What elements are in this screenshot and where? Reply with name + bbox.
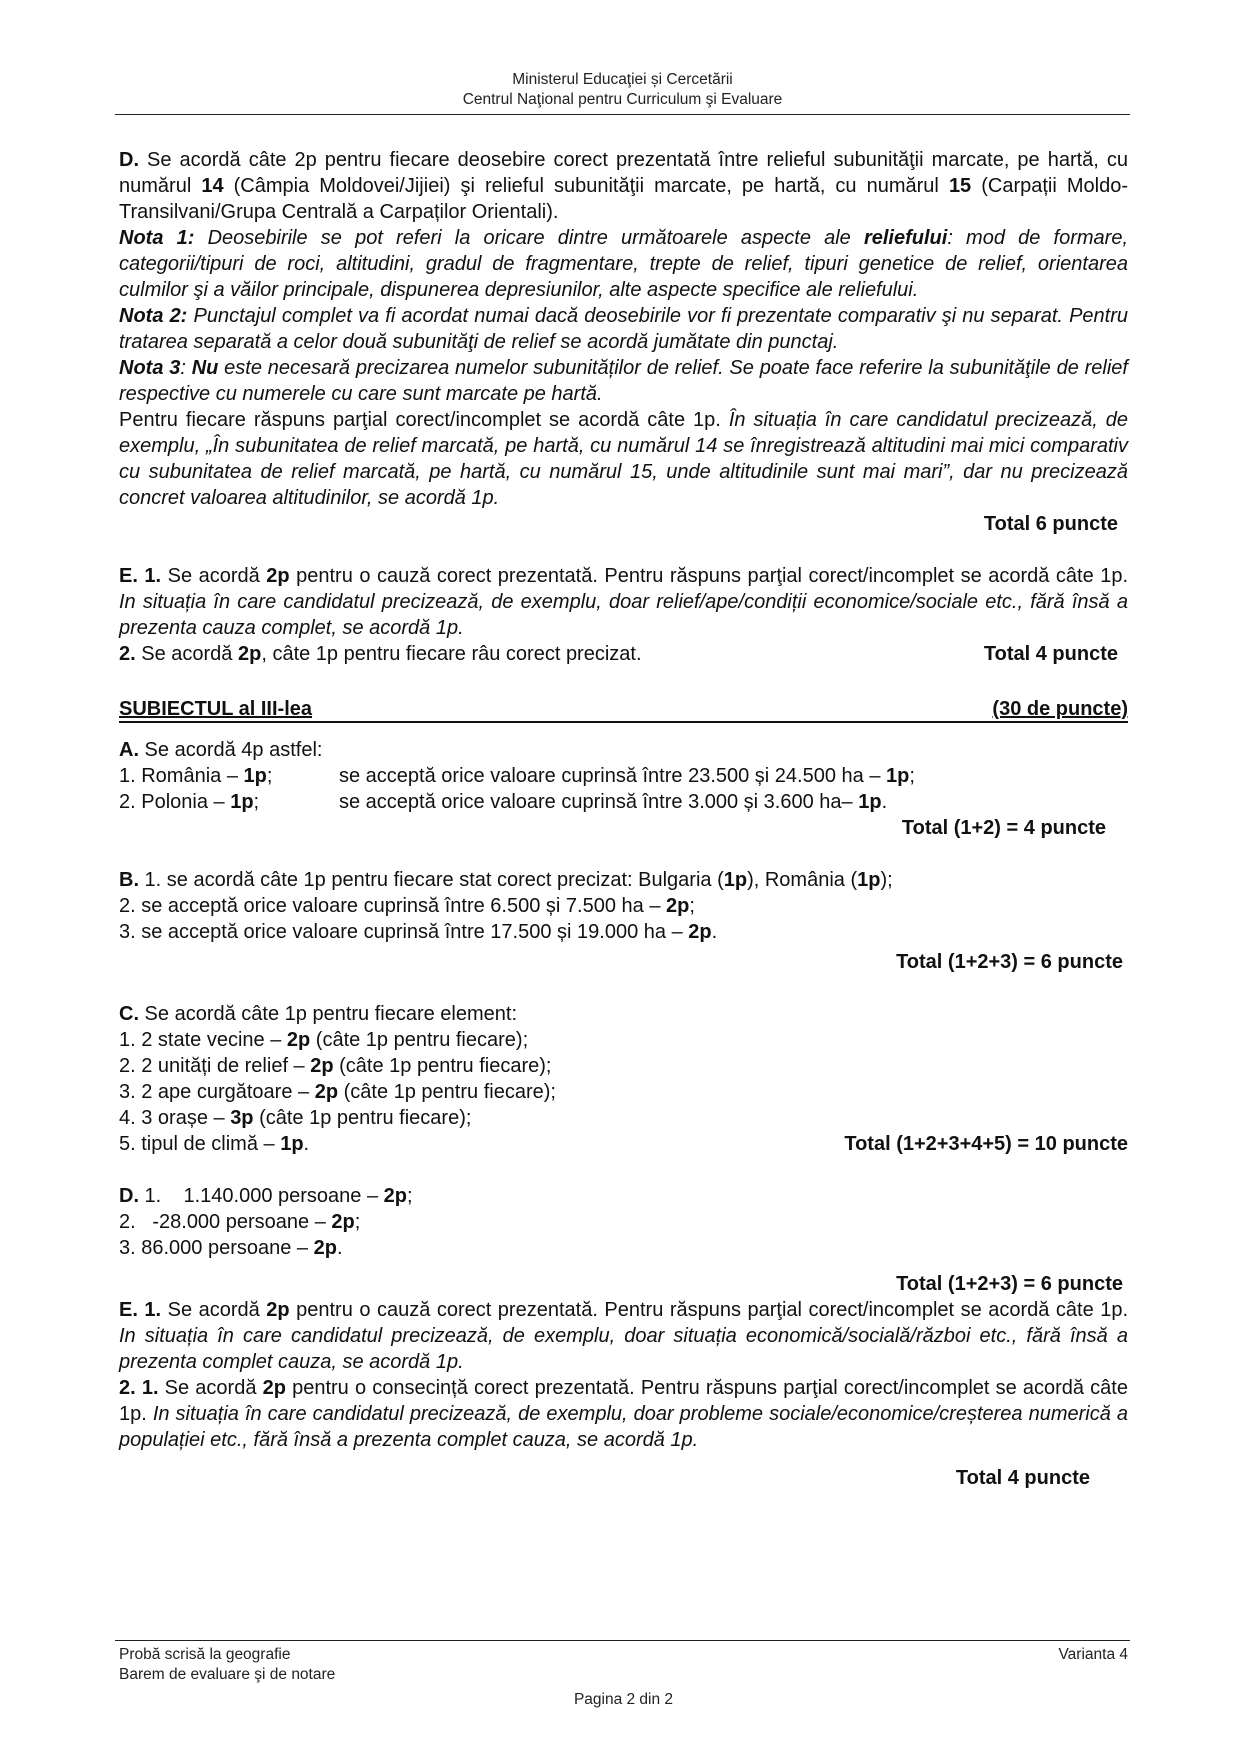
subject-3-heading <box>119 697 1128 723</box>
section-e-item1: E. 1. Se acordă 2p pentru o cauză corect prezentată. Pentru răspuns parţial corect/incomplet se acordă câte 1p. In situația în care candidatul precizează, de exemplu, doar relief/ape/condiții economice/sociale etc., fără însă a prezenta cauza complet, se acordă 1p. <box>119 565 1128 639</box>
section-a-item: 2. Polonia – 1p; se acceptă orice valoare cuprinsă între 3.000 și 3.600 ha– 1p. <box>119 791 888 813</box>
section-e-subject3: E. 1. Se acordă 2p pentru o cauză corect prezentată. Pentru răspuns parţial corect/incomplet se acordă câte 1p. In situația în care candidatul precizează, de exemplu, doar situația economică/socială/război etc., fără însă a prezenta complet cauza, se acordă 1p. 2. 1. Se acordă 2p pentru o consecință corect prezentată. Pentru răspuns parţial corect/incomplet se acordă câte 1p. In situația în care candidatul precizează, de exemplu, doar probleme sociale/economice/creșterea numerică a populației etc., fără însă a prezenta complet cauza, se acordă 1p. Total 4 puncte <box>119 1299 1128 1489</box>
nota-3: Nota 3: Nu este necesară precizarea numelor subunităților de relief. Se poate face referire la subunităţile de relief respective cu numerele cu care sunt marcate pe hartă. <box>119 357 1128 405</box>
section-e-item2: 2. Se acordă 2p, câte 1p pentru fiecare râu corect precizat. Total 4 puncte <box>119 643 1118 665</box>
section-c-item: 5. tipul de climă – 1p. Total (1+2+3+4+5) = 10 puncte <box>119 1133 1128 1155</box>
section-c-item: 3. 2 ape curgătoare – 2p (câte 1p pentru fiecare); <box>119 1081 556 1103</box>
section-d3-total: Total (1+2+3) = 6 puncte <box>896 1273 1123 1295</box>
section-c-item: 4. 3 orașe – 3p (câte 1p pentru fiecare); <box>119 1107 472 1129</box>
section-e3-total: Total 4 puncte <box>955 1467 1090 1489</box>
section-c: C. Se acordă câte 1p pentru fiecare element: 1. 2 state vecine – 2p (câte 1p pentru fiecare); 2. 2 unități de relief – 2p (câte 1p pentru fiecare); 3. 2 ape curgătoare – 2p (câte 1p pentru fiecare); 4. 3 orașe – 3p (câte 1p pentru fiecare); 5. tipul de climă – 1p. Total (1+2+3+4+5) = 10 puncte <box>119 1003 1128 1155</box>
section-d3-item: D. 1. 1.140.000 persoane – 2p; <box>119 1185 413 1207</box>
section-d-subject3 <box>119 1183 1128 1297</box>
section-a-item: 1. România – 1p; se acceptă orice valoare cuprinsă între 23.500 și 24.500 ha – 1p; <box>119 765 915 787</box>
header-ministry: Ministerul Educaţiei și Cercetării <box>512 71 733 88</box>
section-b: B. 1. se acordă câte 1p pentru fiecare stat corect precizat: Bulgaria (1p), România (1p); 2. se acceptă orice valoare cuprinsă între 6.500 și 7.500 ha – 2p; 3. se acceptă orice valoare cuprinsă între 17.500 și 19.000 ha – 2p. Total (1+2+3) = 6 puncte <box>119 867 1128 975</box>
subject-3-title: SUBIECTUL al III-lea <box>119 698 313 720</box>
section-b-total: Total (1+2+3) = 6 puncte <box>896 951 1123 973</box>
section-c-item: 2. 2 unități de relief – 2p (câte 1p pentru fiecare); <box>119 1055 552 1077</box>
footer-divider <box>115 1640 1130 1641</box>
section-c-total: Total (1+2+3+4+5) = 10 puncte <box>844 1133 1128 1155</box>
section-e-subject2 <box>119 563 1128 667</box>
section-c-item: 1. 2 state vecine – 2p (câte 1p pentru fiecare); <box>119 1029 529 1051</box>
footer-doc-type: Barem de evaluare şi de notare <box>119 1666 336 1683</box>
nota-1: Nota 1: Deosebirile se pot referi la oricare dintre următoarele aspecte ale reliefului: mod de formare, categorii/tipuri de roci, altitudini, gradul de fragmentare, trepte de relief, tipuri genetice de relief, orientarea culmilor şi a văilor principale, dispunerea depresiunilor, alte aspecte specifice ale reliefului. <box>119 227 1128 301</box>
section-d-total: Total 6 puncte <box>983 513 1118 535</box>
page-header <box>115 70 1130 110</box>
section-d3-item: 2. -28.000 persoane – 2p; <box>119 1211 361 1233</box>
footer-page-number: Pagina 2 din 2 <box>573 1691 674 1708</box>
header-divider <box>115 114 1130 115</box>
section-d3-item: 3. 86.000 persoane – 2p. <box>119 1237 343 1259</box>
header-center: Centrul Naţional pentru Curriculum şi Evaluare <box>462 91 783 108</box>
section-a: A. Se acordă 4p astfel: 1. România – 1p; se acceptă orice valoare cuprinsă între 23.500 și 24.500 ha – 1p; 2. Polonia – 1p; se acceptă orice valoare cuprinsă între 3.000 și 3.600 ha– 1p. Total (1+2) = 4 puncte <box>119 737 1128 841</box>
partial-answer-note: Pentru fiecare răspuns parţial corect/incomplet se acordă câte 1p. În situația în care candidatul precizează, de exemplu, „În subunitatea de relief marcată, pe hartă, cu numărul 14 se înregistrează altitudini mai mici comparativ cu subunitatea de relief marcată, pe hartă, cu numărul 15, unde altitudinile sunt mai mari”, dar nu precizează concret valoarea altitudinilor, se acordă 1p. <box>119 409 1128 509</box>
footer-variant: Varianta 4 <box>1058 1646 1128 1663</box>
section-e-total: Total 4 puncte <box>983 643 1118 665</box>
document-body <box>119 147 1128 1491</box>
section-d-subject2 <box>119 147 1128 537</box>
section-a-total: Total (1+2) = 4 puncte <box>901 817 1106 839</box>
section-d-intro: D. Se acordă câte 2p pentru fiecare deosebire corect prezentată între relieful subunităţii marcate, pe hartă, cu numărul 14 (Câmpia Moldovei/Jijiei) şi relieful subunităţii marcate, pe hartă, cu numărul 15 (Carpații Moldo-Transilvani/Grupa Centrală a Carpaților Orientali). <box>119 149 1129 223</box>
footer-exam-name: Probă scrisă la geografie <box>119 1646 291 1663</box>
subject-3-points: (30 de puncte) <box>992 698 1128 720</box>
nota-2: Nota 2: Punctajul complet va fi acordat numai dacă deosebirile vor fi prezentate comparativ şi nu separat. Pentru tratarea separată a celor două subunităţi de relief se acordă jumătate din punctaj. <box>119 305 1128 353</box>
